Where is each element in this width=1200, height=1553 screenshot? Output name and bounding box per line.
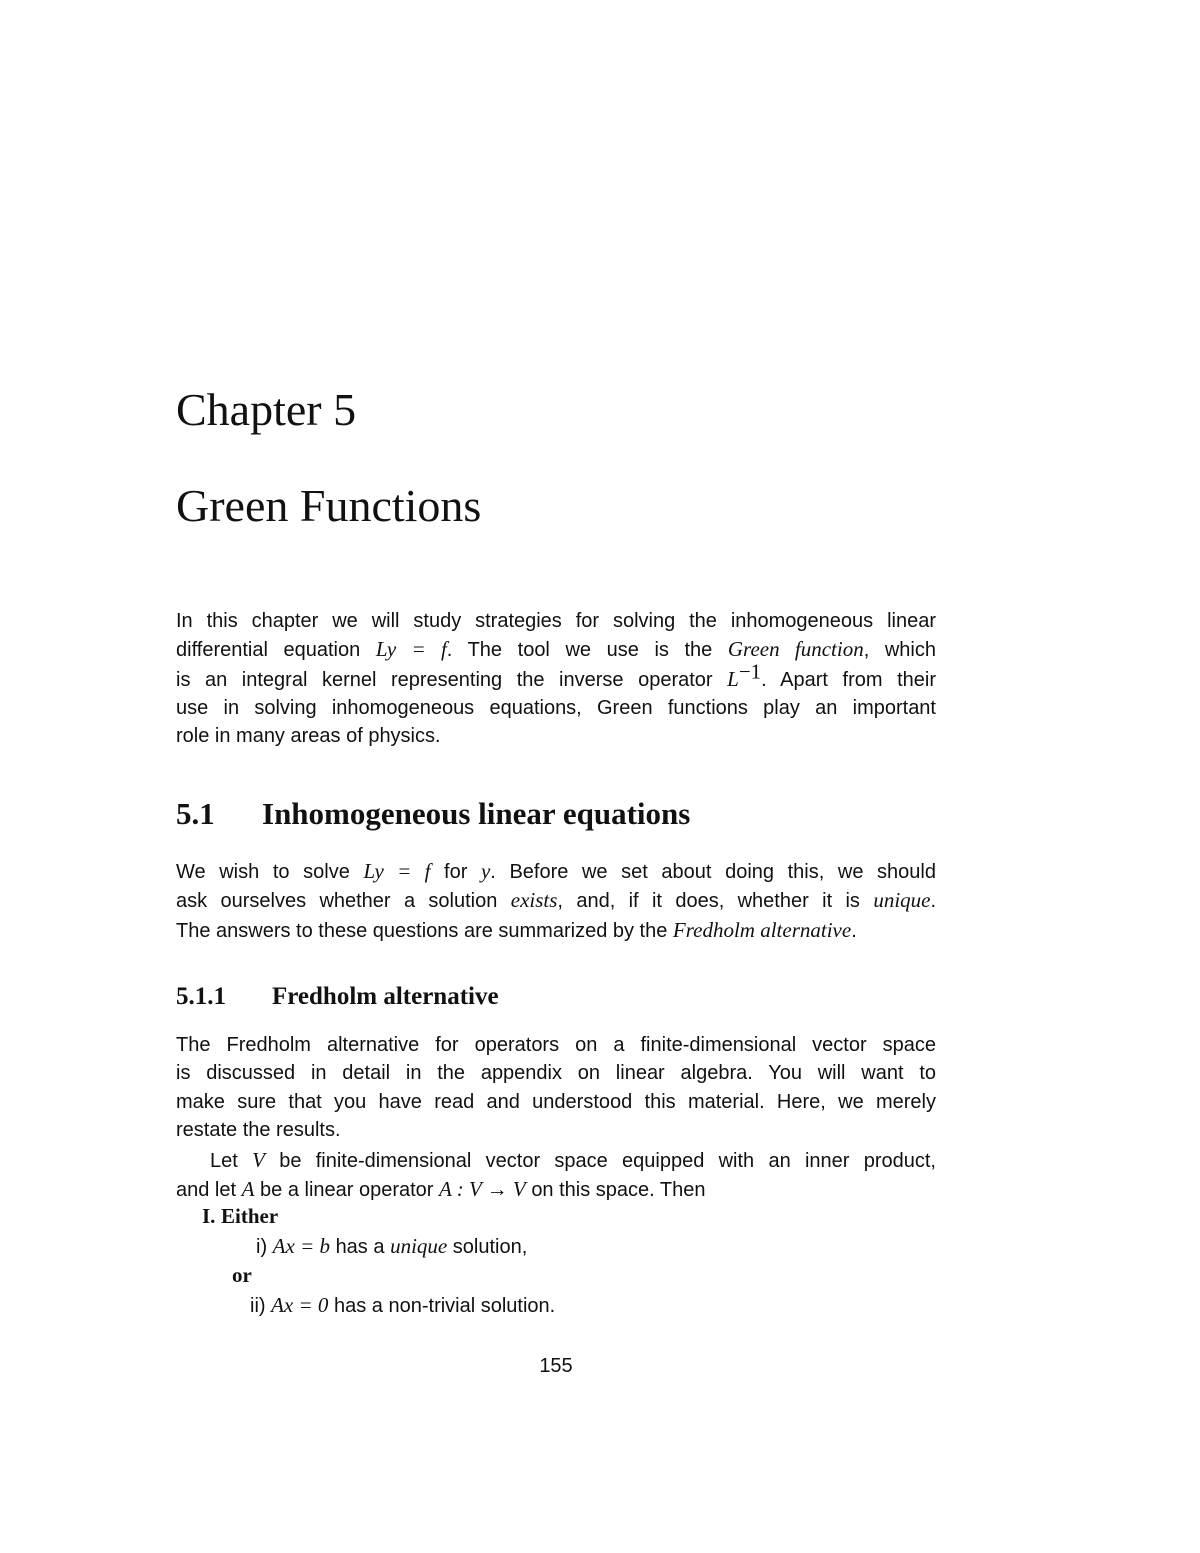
section-line: We wish to solve Ly = f for y. Before we set about doing this, we should — [176, 859, 936, 883]
math-inline: Ly = f — [375, 637, 447, 662]
intro-line: In this chapter we will study strategies for solving the inhomogeneous linear — [176, 610, 936, 632]
section-paragraph — [176, 857, 936, 945]
intro-line: differential equation Ly = f. The tool we use is the Green function, which — [176, 637, 936, 662]
fredholm-alternative-list — [176, 1202, 555, 1320]
book-page — [176, 0, 936, 1553]
math-inline: L — [727, 666, 739, 691]
let-line: Let V be finite-dimensional vector space equipped with an inner product, — [210, 1148, 936, 1172]
section-heading — [176, 794, 690, 834]
subsection-line: The Fredholm alternative for operators on a finite-dimensional vector space — [176, 1034, 936, 1056]
section-title: Inhomogeneous linear equations — [262, 796, 691, 831]
section-line: The answers to these questions are summarized by the Fredholm alternative. — [176, 917, 857, 942]
intro-line: is an integral kernel representing the inverse operator $L^{-1}$. Apart from their — [176, 658, 936, 691]
intro-line: use in solving inhomogeneous equations, Green functions play an important — [176, 696, 936, 719]
emphasis-green-function: Green function — [727, 637, 864, 662]
list-case-i: i) Ax = b has a unique solution, — [256, 1233, 528, 1258]
subsection-number: 5.1.1 — [176, 983, 226, 1010]
list-item-either: I. Either — [202, 1204, 279, 1228]
page-number: 155 — [539, 1355, 573, 1377]
subsection-line: make sure that you have read and understood this material. Here, we merely — [176, 1090, 936, 1113]
list-or: or — [232, 1263, 252, 1288]
section-line: ask ourselves whether a solution exists, and, if it does, whether it is unique. — [176, 888, 937, 913]
let-line: and let A be a linear operator A : V → V on this space. Then — [176, 1177, 706, 1202]
subsection-line: restate the results. — [176, 1118, 341, 1141]
let-paragraph — [176, 1146, 936, 1205]
subsection-line: is discussed in detail in the appendix on linear algebra. You will want to — [176, 1062, 936, 1085]
intro-line: role in many areas of physics. — [176, 725, 441, 748]
section-number: 5.1 — [176, 796, 215, 831]
list-case-ii: ii) Ax = 0 has a non-trivial solution. — [250, 1292, 556, 1317]
subsection-paragraph — [176, 1031, 936, 1144]
intro-paragraph — [176, 607, 936, 750]
subsection-title: Fredholm alternative — [272, 983, 499, 1010]
subsection-heading — [176, 980, 499, 1014]
chapter-title: Green Functions — [176, 480, 482, 531]
chapter-label: Chapter 5 — [176, 384, 357, 435]
